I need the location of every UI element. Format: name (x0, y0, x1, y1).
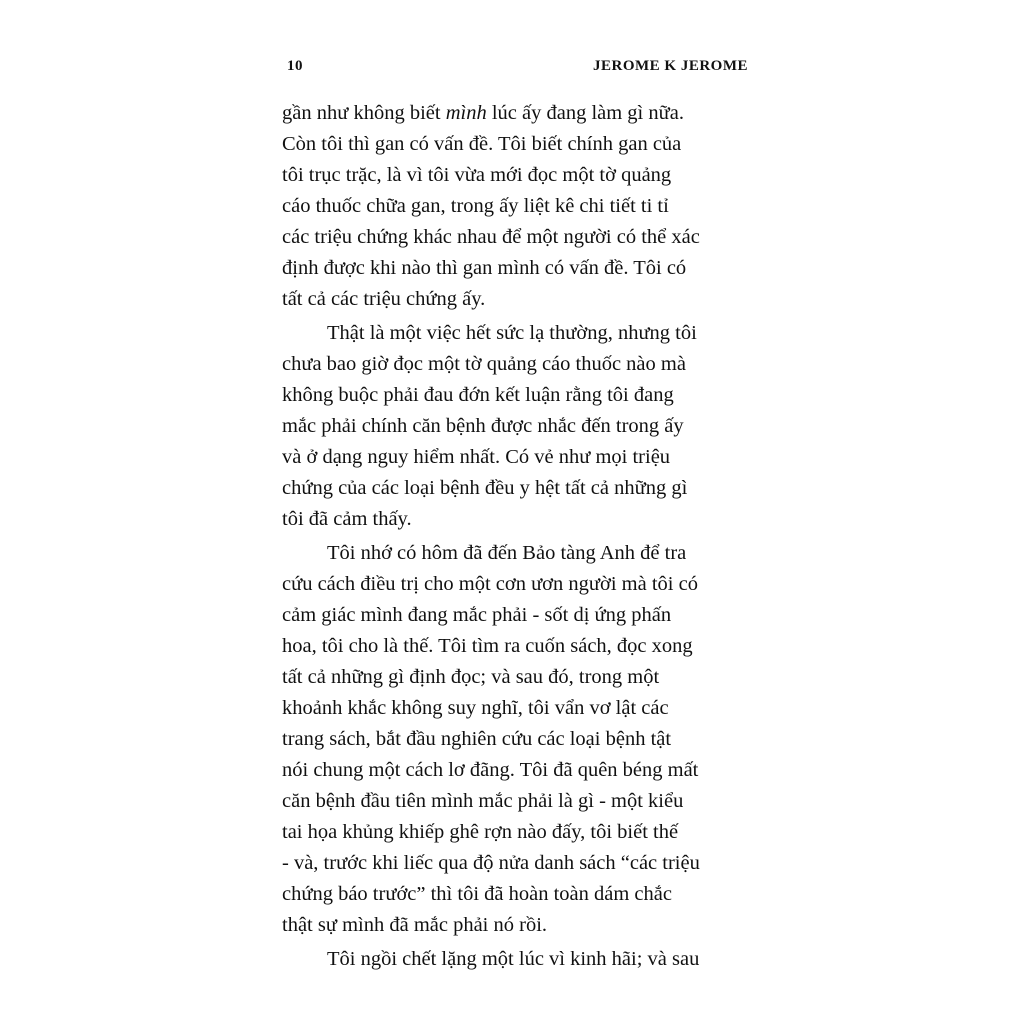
text-line: tai họa khủng khiếp ghê rợn nào đấy, tôi biết thế (282, 821, 679, 843)
text-line: chứng của các loại bệnh đều y hệt tất cả những gì (282, 477, 688, 499)
text-line: thật sự mình đã mắc phải nó rồi. (282, 914, 548, 936)
running-head (0, 58, 1024, 80)
text-line: tôi trục trặc, là vì tôi vừa mới đọc một tờ quảng (282, 164, 672, 186)
text-line: định được khi nào thì gan mình có vấn đề. Tôi có (282, 257, 687, 279)
text-line: gần như không biết mình lúc ấy đang làm gì nữa. (282, 102, 684, 124)
text-line: cáo thuốc chữa gan, trong ấy liệt kê chi tiết ti tỉ (282, 195, 669, 217)
text-line: căn bệnh đầu tiên mình mắc phải là gì - một kiểu (282, 790, 684, 812)
running-head-author: JEROME K JEROME (592, 58, 748, 74)
text-line: và ở dạng nguy hiểm nhất. Có vẻ như mọi triệu (282, 446, 671, 468)
text-line: nói chung một cách lơ đãng. Tôi đã quên béng mất (282, 759, 699, 781)
paragraph-3 (282, 538, 762, 941)
emphasized-word: mình (445, 102, 487, 124)
paragraph-4 (282, 944, 762, 975)
text-line: trang sách, bắt đầu nghiên cứu các loại bệnh tật (282, 728, 672, 750)
text-line: tất cả các triệu chứng ấy. (282, 288, 486, 310)
text-line: các triệu chứng khác nhau để một người có thể xác (282, 226, 700, 248)
text-line: mắc phải chính căn bệnh được nhắc đến trong ấy (282, 415, 684, 437)
text-line: Thật là một việc hết sức lạ thường, nhưng tôi (327, 322, 697, 344)
body-text (282, 98, 762, 975)
text-line: chứng báo trước” thì tôi đã hoàn toàn dám chắc (282, 883, 672, 905)
text-line: khoảnh khắc không suy nghĩ, tôi vẩn vơ lật các (282, 697, 669, 719)
text-line: Còn tôi thì gan có vấn đề. Tôi biết chính gan của (282, 133, 682, 155)
text-line: tôi đã cảm thấy. (282, 508, 412, 530)
text-line: cứu cách điều trị cho một cơn ươn người mà tôi có (282, 573, 698, 595)
paragraph-2 (282, 318, 762, 535)
text-line: Tôi ngồi chết lặng một lúc vì kinh hãi; và sau (327, 948, 700, 970)
text-line: chưa bao giờ đọc một tờ quảng cáo thuốc nào mà (282, 353, 686, 375)
paragraph-1 (282, 98, 762, 315)
text-line: hoa, tôi cho là thế. Tôi tìm ra cuốn sách, đọc xong (282, 635, 693, 657)
text-line: - và, trước khi liếc qua độ nửa danh sách “các triệu (282, 852, 700, 874)
text-line: tất cả những gì định đọc; và sau đó, trong một (282, 666, 660, 688)
text-line: cảm giác mình đang mắc phải - sốt dị ứng phấn (282, 604, 672, 626)
page-number: 10 (287, 58, 303, 74)
text-line: Tôi nhớ có hôm đã đến Bảo tàng Anh để tra (327, 542, 687, 564)
text-line: không buộc phải đau đớn kết luận rằng tôi đang (282, 384, 674, 406)
